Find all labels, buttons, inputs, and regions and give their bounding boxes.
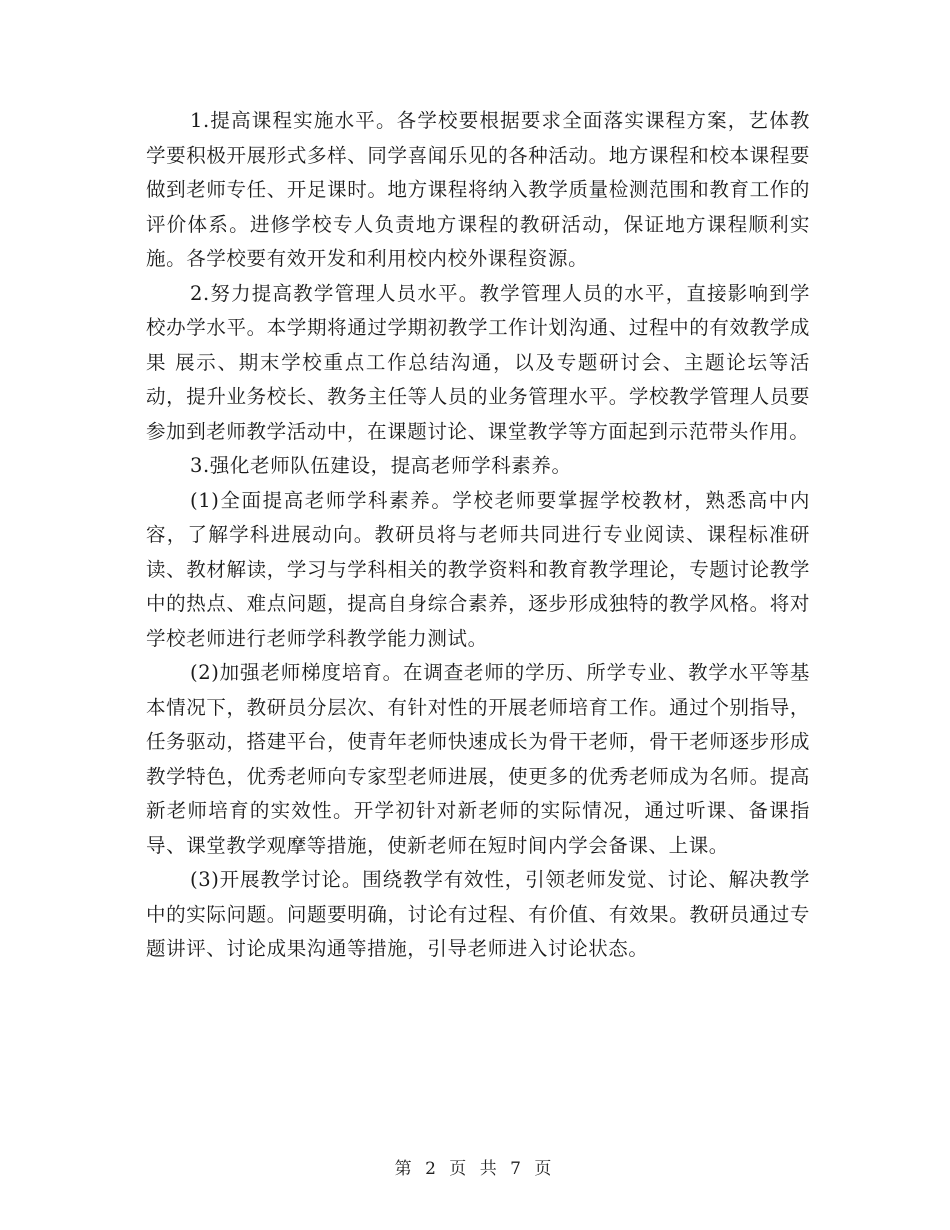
paragraph-teaching-discussion: (3)开展教学讨论。围绕教学有效性，引领老师发觉、讨论、解决教学中的实际问题。问题要明确，讨论有过程、有价值、有效果。教研员通过专题讲评、讨论成果沟通等措施，引导老师进入讨论状态。: [146, 868, 810, 960]
document-body: [146, 104, 810, 967]
page-number-footer: 第 2 页 共 7 页: [394, 1159, 556, 1179]
paragraph-teacher-team-heading: 3.强化老师队伍建设，提高老师学科素养。: [190, 454, 572, 477]
paragraph-management-staff: 2.努力提高教学管理人员水平。教学管理人员的水平，直接影响到学校办学水平。本学期将通过学期初教学工作计划沟通、过程中的有效教学成果 展示、期末学校重点工作总结沟通，以及专题研讨会、主题论坛等活动，提升业务校长、教务主任等人员的业务管理水平。学校教学管理人员要参加到老师教学活动中，在课题讨论、课堂教学等方面起到示范带头作用。: [146, 281, 810, 443]
paragraph-course-implementation: 1.提高课程实施水平。各学校要根据要求全面落实课程方案，艺体教学要积极开展形式多样、同学喜闻乐见的各种活动。地方课程和校本课程要做到老师专任、开足课时。地方课程将纳入教学质量检测范围和教育工作的评价体系。进修学校专人负责地方课程的教研活动，保证地方课程顺利实施。各学校要有效开发和利用校内校外课程资源。: [146, 109, 810, 270]
paragraph-teacher-training: (2)加强老师梯度培育。在调查老师的学历、所学专业、教学水平等基本情况下，教研员分层次、有针对性的开展老师培育工作。通过个别指导，任务驱动，搭建平台，使青年老师快速成长为骨干老师，骨干老师逐步形成教学特色，优秀老师向专家型老师进展，使更多的优秀老师成为名师。提高新老师培育的实效性。开学初针对新老师的实际情况，通过听课、备课指导、课堂教学观摩等措施，使新老师在短时间内学会备课、上课。: [146, 661, 810, 857]
paragraph-subject-literacy: (1)全面提高老师学科素养。学校老师要掌握学校教材，熟悉高中内容，了解学科进展动向。教研员将与老师共同进行专业阅读、课程标准研读、教材解读，学习与学科相关的教学资料和教育教学理论，专题讨论教学中的热点、难点问题，提高自身综合素养，逐步形成独特的教学风格。将对学校老师进行老师学科教学能力测试。: [146, 488, 810, 650]
